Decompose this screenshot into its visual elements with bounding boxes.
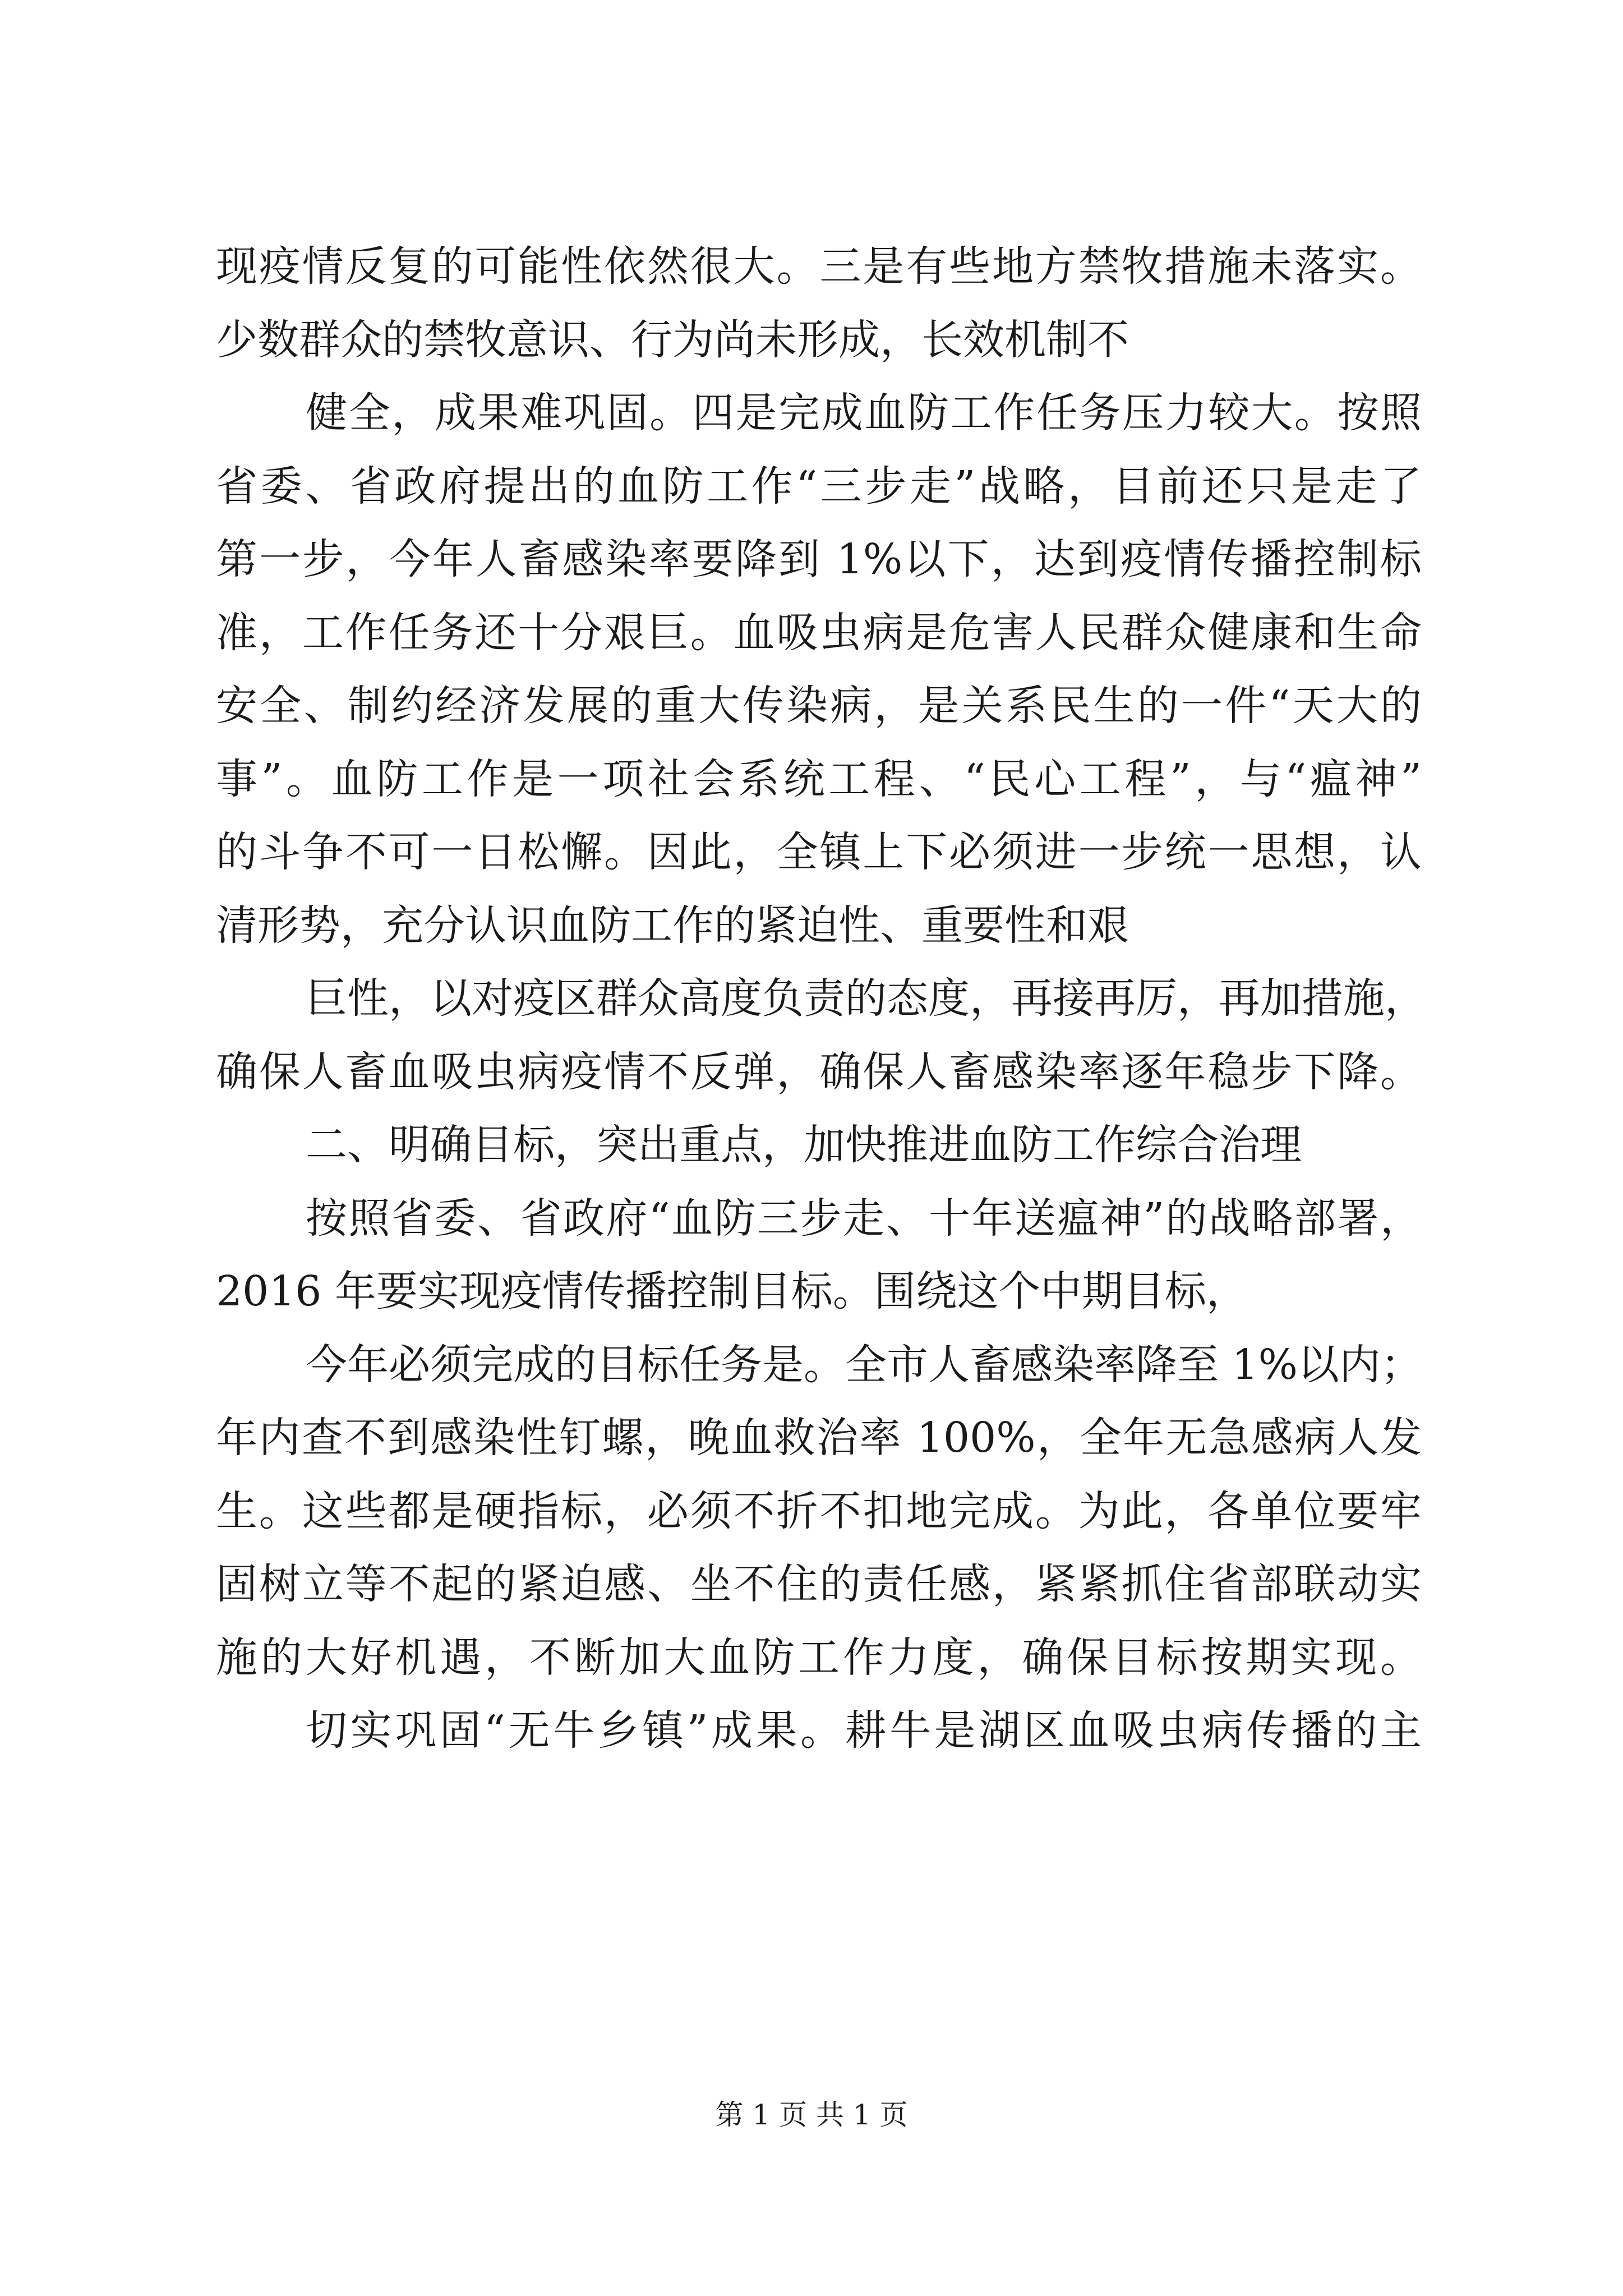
text-line: 固树立等不起的紧迫感、坐不住的责任感，紧紧抓住省部联动实	[216, 1560, 1422, 1608]
page-footer: 第 1 页 共 1 页	[715, 2099, 908, 2131]
text-line: 施的大好机遇，不断加大血防工作力度，确保目标按期实现。	[216, 1633, 1422, 1682]
text-line: 准，工作任务还十分艰巨。血吸虫病是危害人民群众健康和生命	[216, 608, 1422, 657]
text-line: 现疫情反复的可能性依然很大。三是有些地方禁牧措施未落实。	[216, 242, 1422, 291]
text-line: 年内查不到感染性钉螺，晚血救治率 100%，全年无急感病人发	[216, 1414, 1422, 1462]
text-line: 清形势，充分认识血防工作的紧迫性、重要性和艰	[216, 901, 1129, 950]
text-line: 事”。血防工作是一项社会系统工程、“民心工程”，与“瘟神”	[216, 754, 1422, 803]
text-line: 确保人畜血吸虫病疫情不反弹，确保人畜感染率逐年稳步下降。	[216, 1047, 1422, 1096]
text-line: 2016 年要实现疫情传播控制目标。围绕这个中期目标，	[216, 1267, 1248, 1315]
text-line: 少数群众的禁牧意识、行为尚未形成，长效机制不	[216, 315, 1129, 364]
text-line: 第一步，今年人畜感染率要降到 1%以下，达到疫情传播控制标	[216, 535, 1422, 583]
text-line: 二、明确目标，突出重点，加快推进血防工作综合治理	[306, 1121, 1302, 1169]
text-line: 的斗争不可一日松懈。因此，全镇上下必须进一步统一思想，认	[216, 828, 1422, 876]
text-line: 今年必须完成的目标任务是。全市人畜感染率降至 1%以内；	[306, 1340, 1422, 1389]
text-line: 按照省委、省政府“血防三步走、十年送瘟神”的战略部署，	[306, 1194, 1422, 1243]
text-line: 安全、制约经济发展的重大传染病，是关系民生的一件“天大的	[216, 682, 1422, 730]
text-line: 切实巩固“无牛乡镇”成果。耕牛是湖区血吸虫病传播的主	[306, 1706, 1422, 1755]
text-line: 巨性，以对疫区群众高度负责的态度，再接再厉，再加措施，	[306, 974, 1426, 1023]
text-line: 健全，成果难巩固。四是完成血防工作任务压力较大。按照	[306, 389, 1422, 437]
text-line: 省委、省政府提出的血防工作“三步走”战略，目前还只是走了	[216, 462, 1422, 510]
text-line: 生。这些都是硬指标，必须不折不扣地完成。为此，各单位要牢	[216, 1487, 1422, 1535]
